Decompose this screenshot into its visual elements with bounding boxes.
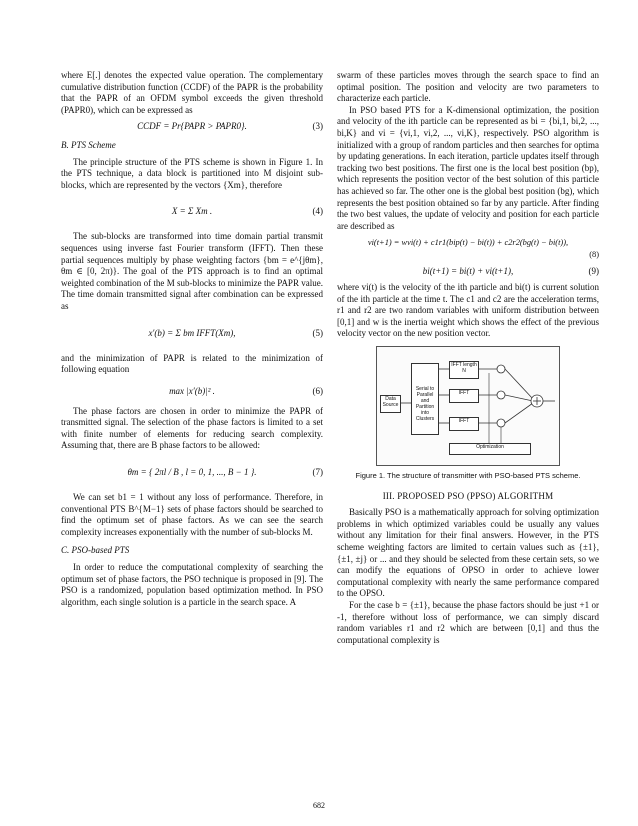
section-heading: III. PROPOSED PSO (PPSO) ALGORITHM: [382, 490, 554, 501]
equation-number: (6): [312, 385, 323, 396]
block-label: Serial to Parallel and Partition into Clusters: [415, 386, 435, 423]
optimization-block: [449, 443, 531, 455]
equation-text: θm = { 2πl / B , l = 0, 1, ..., B − 1 }.: [127, 467, 257, 478]
figure-caption: Figure 1. The structure of transmitter with PSO-based PTS scheme.: [355, 471, 581, 481]
block-label: Data Source: [382, 396, 399, 409]
equation-6: [61, 381, 323, 401]
paragraph: In PSO based PTS for a K-dimensional optimization, the position and velocity of the ith particle can be represented as bi = {bi,1, bi,2, ..., bi,K} and vi = {vi,1, vi,2, ..., vi,K}, respectively. PSO algorithm is initialized with a group of random particles and then searches for optima by updating generations. In each iteration, particle updates itself through tracking two best positions. The first one is the local best position (bp), which represents the position vector of the best solution of this particle has achieved so far. The other one is the global best position (bg), which represents the best position obtained so far by any particle. After finding the two best values, the update of velocity and position for each particle are described as: [337, 104, 599, 231]
equation-5: [61, 318, 323, 348]
page-number: 682: [313, 801, 325, 810]
equation-text: CCDF = Pr{PAPR > PAPR0}.: [137, 121, 247, 132]
section-heading: B. PTS Scheme: [61, 139, 116, 150]
paragraph: The principle structure of the PTS scheme is shown in Figure 1. In the PTS technique, a data block is partitioned into M disjoint sub-blocks, which are represented by the vectors {Xm}, therefore: [61, 156, 323, 190]
equation-8: [337, 237, 599, 260]
equation-number: (9): [588, 265, 599, 276]
paragraph: We can set b1 = 1 without any loss of performance. Therefore, in conventional PTS B^{M−1} sets of phase factors should be searched to find the optimum set of phase factors. As we can see the search complexity increases exponentially with the number of sub-blocks M.: [61, 492, 323, 537]
equation-9: [337, 266, 599, 278]
paragraph: For the case b = {±1}, because the phase factors should be just +1 or -1, therefore without loss of performance, we can simply discard random variables r1 and r2 which are between [0,1] and thus the computational complexity is: [337, 600, 599, 645]
ifft-block-1: [449, 361, 479, 379]
right-column: [337, 70, 599, 646]
equation-text: vi(t+1) = wvi(t) + c1r1(bip(t) − bi(t)) + c2r2(bg(t) − bi(t)),: [367, 238, 569, 248]
ifft-block-2: [449, 389, 479, 403]
paragraph: where vi(t) is the velocity of the ith particle and bi(t) is current solution of the ith particle at the time t. The c1 and c2 are the acceleration terms, r1 and r2 are two random variables with uniform distribution between [0,1] and w is the inertia weight which shows the effect of the previous velocity vector on the new position vector.: [337, 282, 599, 339]
paragraph: Basically PSO is a mathematically approach for solving optimization problems in which optimized variables could be usually any values without any limitation for their final answers. However, in the PTS scheme weighting factors are limited to certain values such as {±1}, {±1, ±j} or ... and they should be selected from these certain sets, so we can modify the equations of OPSO in order to achieve lower computational complexity with nearly the same performance compared to the OPSO.: [337, 507, 599, 599]
serial-to-parallel-block: [411, 363, 439, 435]
paragraph: and the minimization of PAPR is related to the minimization of following equation: [61, 352, 323, 375]
equation-number: (3): [312, 121, 323, 132]
block-label: IFFT: [458, 390, 470, 397]
equation-text: max |x′(b)|² .: [169, 385, 215, 396]
block-label: IFFT: [458, 418, 470, 425]
equation-7: [61, 457, 323, 487]
equation-text: bi(t+1) = bi(t) + vi(t+1),: [422, 265, 514, 276]
equation-text: x′(b) = Σ bm IFFT(Xm),: [148, 327, 236, 338]
ifft-block-3: [449, 417, 479, 431]
paragraph: The phase factors are chosen in order to minimize the PAPR of transmitted signal. The selection of the phase factors is limited to a set with finite number of elements for reducing search complexity. Assuming that, there are B phase factors to be allowed:: [61, 405, 323, 451]
equation-3: [61, 121, 323, 133]
equation-number: (8): [589, 249, 599, 259]
figure-1-diagram: [376, 346, 560, 466]
equation-number: (5): [312, 327, 323, 338]
paragraph: where E[.] denotes the expected value operation. The complementary cumulative distribution function (CCDF) of the PAPR is the probability that the PAPR of an OFDM symbol exceeds the given threshold (PAPR0), which can be expressed as: [61, 70, 323, 115]
left-column: [61, 70, 323, 608]
equation-number: (7): [312, 467, 323, 478]
paragraph: swarm of these particles moves through the search space to find an optimal position. The position and velocity are two parameters to characterize each particle.: [337, 70, 599, 104]
block-label: Optimization: [476, 444, 504, 451]
equation-text: X = Σ Xm .: [171, 206, 213, 217]
data-source-block: [380, 395, 401, 413]
paragraph: The sub-blocks are transformed into time domain partial transmit sequences using inverse fast Fourier transform (IFFT). Then these partial sequences multiply by phase weighting factors {bm = e^{jθm}, θm ∈ [0, 2π)}. The goal of the PTS approach is to find an optimal weighted combination of the M sub-blocks to minimize the PAPR value. The time domain transmitted signal after combination can be expressed as: [61, 231, 323, 311]
equation-number: (4): [312, 206, 323, 217]
paragraph: In order to reduce the computational complexity of searching the optimum set of phase factors, the PSO technique is proposed in [9]. The PSO is a randomized, population based optimization method. In PSO algorithm, each single solution is a particle in the search space. A: [61, 562, 323, 607]
section-heading: C. PSO-based PTS: [61, 545, 130, 556]
equation-4: [61, 196, 323, 226]
block-label: IFFT length N: [451, 362, 477, 375]
